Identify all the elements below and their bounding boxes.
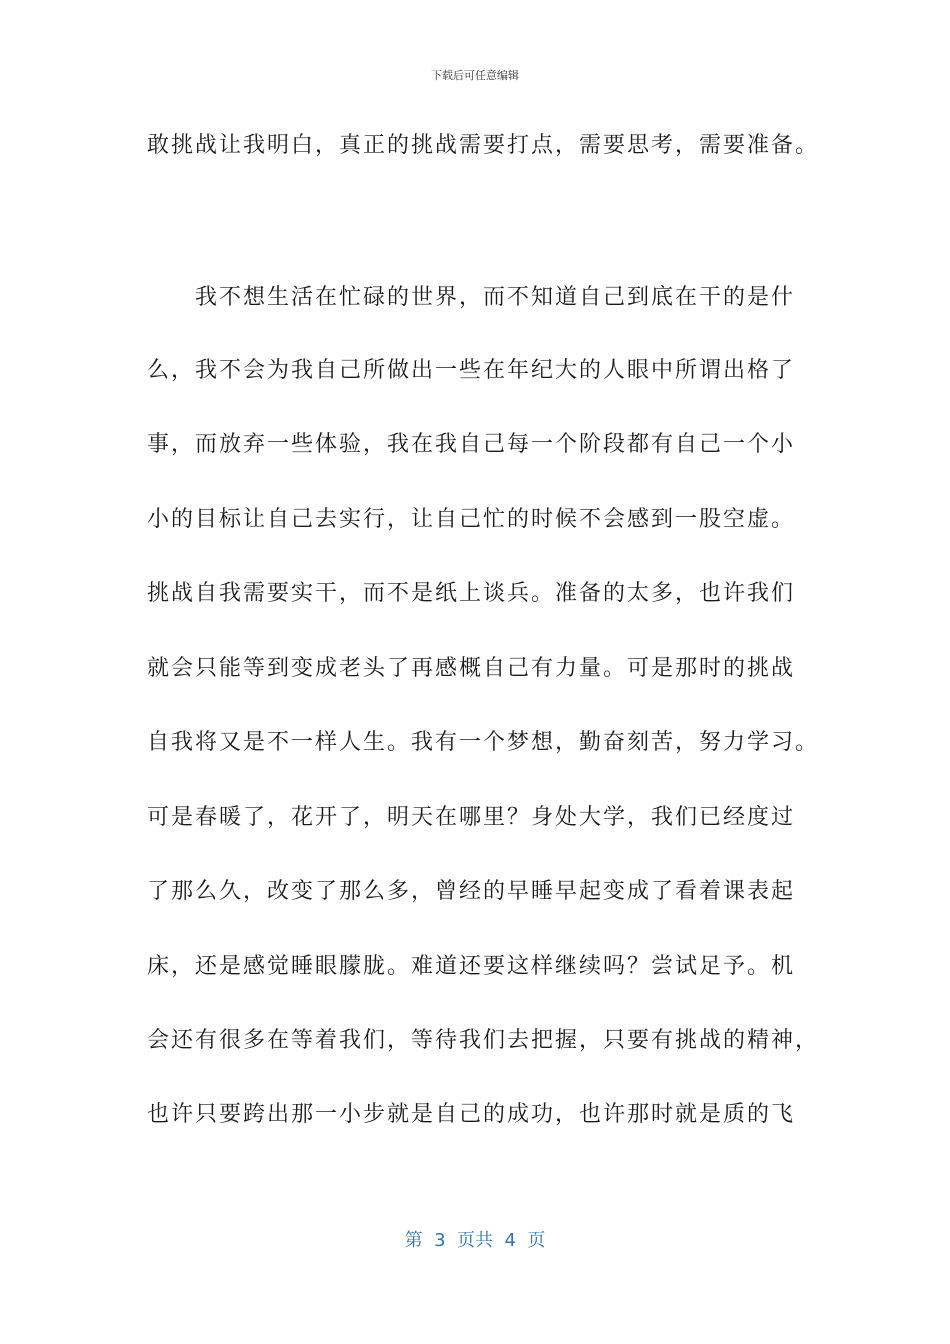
paragraph-line-6: 挑战自我需要实干，而不是纸上谈兵。准备的太多，也许我们 xyxy=(147,581,796,606)
paragraph-line-7: 就会只能等到变成老头了再感概自己有力量。可是那时的挑战 xyxy=(147,656,796,681)
paragraph-line-10: 了那么久，改变了那么多，曾经的早睡早起变成了看着课表起 xyxy=(147,879,796,904)
paragraph-line-5: 小的目标让自己去实行，让自己忙的时候不会感到一股空虚。 xyxy=(147,507,796,532)
paragraph-line-11: 床，还是感觉睡眼朦胧。难道还要这样继续吗？尝试足予。机 xyxy=(147,954,796,979)
paragraph-line-9: 可是春暖了，花开了，明天在哪里？身处大学，我们已经度过 xyxy=(147,805,796,830)
paragraph-line-2: 我不想生活在忙碌的世界，而不知道自己到底在干的是什 xyxy=(147,285,796,310)
paragraph-line-8: 自我将又是不一样人生。我有一个梦想，勤奋刻苦，努力学习。 xyxy=(147,730,820,755)
paragraph-line-3: 么，我不会为我自己所做出一些在年纪大的人眼中所谓出格了 xyxy=(147,358,796,383)
paragraph-line-4: 事，而放弃一些体验，我在我自己每一个阶段都有自己一个小 xyxy=(147,432,796,457)
paragraph-line-13: 也许只要跨出那一小步就是自己的成功，也许那时就是质的飞 xyxy=(147,1102,796,1127)
paragraph-line-12: 会还有很多在等着我们，等待我们去把握，只要有挑战的精神， xyxy=(147,1028,820,1053)
page-header-note: 下载后可任意编辑 xyxy=(431,69,519,82)
paragraph-line-1: 敢挑战让我明白，真正的挑战需要打点，需要思考，需要准备。 xyxy=(147,133,820,158)
page-number-footer: 第 3 页共 4 页 xyxy=(404,1230,546,1251)
